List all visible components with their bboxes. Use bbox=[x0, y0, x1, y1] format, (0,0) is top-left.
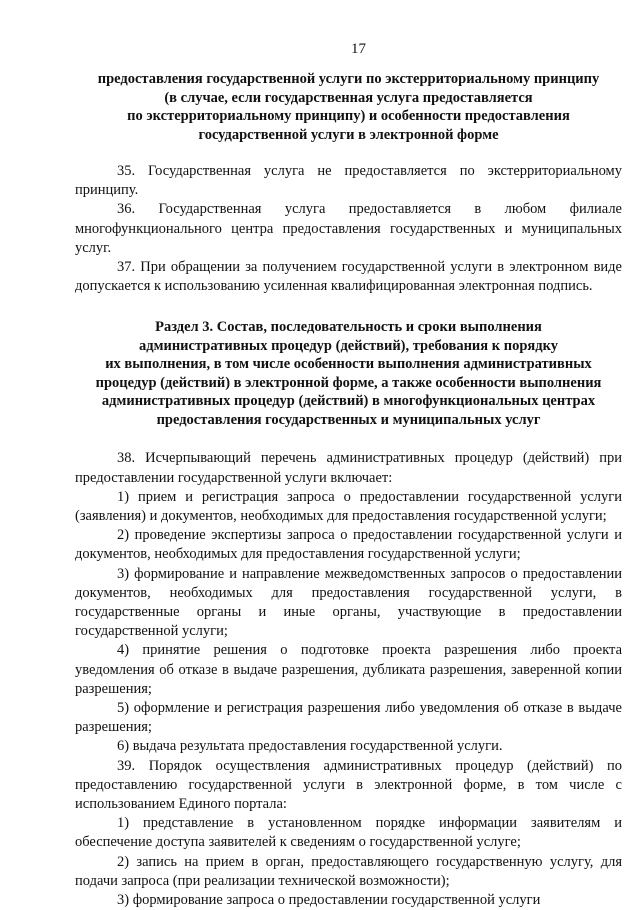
list-item-38-5: 5) оформление и регистрация разрешения либо уведомления об отказе в выдаче разрешения; bbox=[75, 700, 622, 736]
paragraph-38: 38. Исчерпывающий перечень административных процедур (действий) при предоставлении государственной услуги включает: bbox=[75, 450, 622, 486]
paragraph-37: 37. При обращении за получением государственной услуги в электронном виде допускается к использованию усиленная квалифицированная электронная подпись. bbox=[75, 259, 622, 295]
list-item-39-2: 2) запись на прием в орган, предоставляющего государственную услугу, для подачи запроса (при реализации технической возможности); bbox=[75, 853, 622, 889]
heading-line: их выполнения, в том числе особенности выполнения административных bbox=[105, 356, 592, 373]
subsection-heading bbox=[75, 70, 622, 144]
page-number: 17 bbox=[351, 41, 366, 57]
heading-line: процедур (действий) в электронной форме, а также особенности выполнения bbox=[95, 374, 602, 391]
heading-line: предоставления государственных и муниципальных услуг bbox=[156, 411, 541, 428]
list-item-38-2: 2) проведение экспертизы запроса о предоставлении государственной услуги и документов, необходимых для предоставления государственной услуги; bbox=[75, 527, 622, 563]
list-item-38-3: 3) формирование и направление межведомственных запросов о предоставлении документов, необходимых для предоставления государственной услуги, в государственные органы и иные органы, участвующие в предоставлении государственной услуги; bbox=[75, 565, 622, 640]
paragraph-39: 39. Порядок осуществления административных процедур (действий) по предоставлению государственной услуги в электронной форме, в том числе с использованием Единого портала: bbox=[75, 757, 622, 813]
list-item-39-3: 3) формирование запроса о предоставлении государственной услуги bbox=[117, 892, 541, 909]
heading-line: по экстерриториальному принципу) и особенности предоставления bbox=[127, 108, 570, 124]
list-item-38-4: 4) принятие решения о подготовке проекта разрешения либо проекта уведомления об отказе в выдаче разрешения, дубликата разрешения, заверенной копии разрешения; bbox=[75, 642, 622, 697]
list-item-38-6: 6) выдача результата предоставления государственной услуги. bbox=[117, 738, 503, 755]
heading-line: Раздел 3. Состав, последовательность и сроки выполнения bbox=[155, 319, 542, 336]
heading-line: государственной услуги в электронной форме bbox=[198, 126, 499, 143]
paragraph-35: 35. Государственная услуга не предоставляется по экстерриториальному принципу. bbox=[75, 163, 622, 199]
paragraph-36: 36. Государственная услуга предоставляется в любом филиале многофункционального центра предоставления государственных и муниципальных услуг. bbox=[75, 201, 622, 256]
heading-line: административных процедур (действий), требования к порядку bbox=[139, 337, 558, 354]
heading-line: административных процедур (действий) в многофункциональных центрах bbox=[101, 393, 596, 410]
section-3-heading bbox=[75, 318, 622, 429]
list-item-38-1: 1) прием и регистрация запроса о предоставлении государственной услуги (заявления) и документов, необходимых для предоставления государственной услуги; bbox=[75, 488, 622, 525]
list-item-39-1: 1) представление в установленном порядке информации заявителям и обеспечение доступа заявителей к сведениям о государственной услуге; bbox=[75, 815, 622, 851]
heading-line: предоставления государственной услуги по экстерриториальному принципу bbox=[97, 71, 600, 87]
heading-line: (в случае, если государственная услуга предоставляется bbox=[164, 89, 533, 106]
